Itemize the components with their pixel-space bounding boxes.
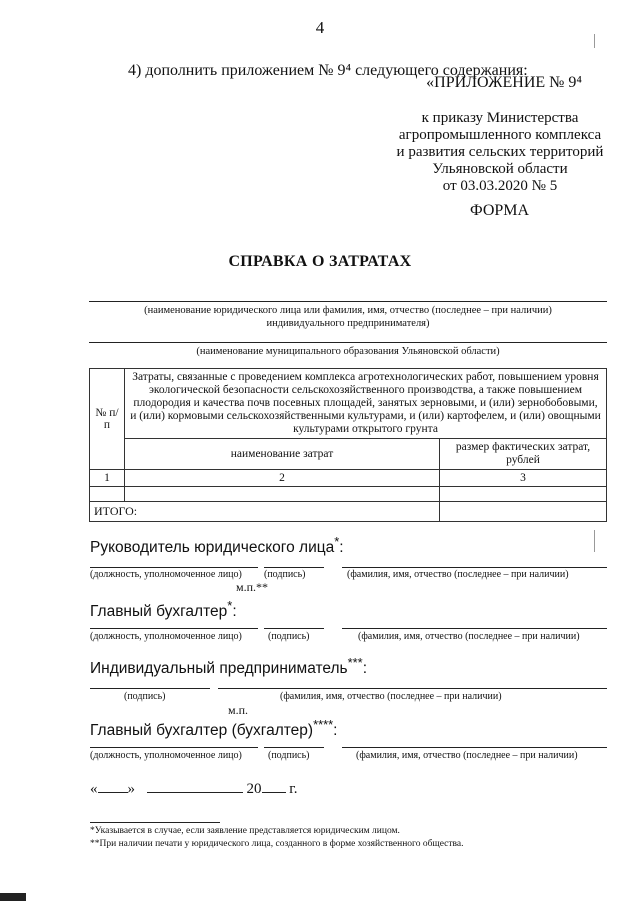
order-line: агропромышленного комплекса: [398, 127, 602, 143]
name-line: [342, 628, 607, 629]
order-line: и развития сельских территорий: [396, 144, 604, 160]
total-amount-cell[interactable]: [440, 502, 607, 522]
name-line: [342, 747, 607, 748]
order-line: к приказу Министерства: [421, 110, 579, 126]
col-amount-header: размер фактических затрат, рублей: [440, 439, 607, 470]
stamp-place: м.п.**: [236, 580, 269, 594]
year-suffix: г.: [289, 781, 298, 797]
signature-caption: (подпись): [264, 569, 306, 580]
scan-mark: [0, 893, 26, 901]
signature-line: [90, 688, 210, 689]
footnote-separator: [90, 822, 220, 823]
date-open-quote: «: [90, 781, 98, 797]
entrepreneur-title: Индивидуальный предприниматель***:: [90, 655, 368, 678]
month-field[interactable]: [147, 792, 243, 793]
footnote-mark: *: [334, 534, 340, 549]
municipality-caption: (наименование муниципального образования Ульяновской области): [196, 346, 500, 357]
amendment-intro: 4) дополнить приложением № 9⁴ следующего содержания:: [128, 62, 528, 79]
entity-name-line: [89, 301, 607, 302]
empty-cell[interactable]: [90, 487, 125, 502]
signature-caption: (подпись): [268, 631, 310, 642]
costs-table: [89, 368, 607, 522]
name-caption: (фамилия, имя, отчество (последнее – при наличии): [356, 750, 578, 761]
empty-cell[interactable]: [440, 487, 607, 502]
order-line: от 03.03.2020 № 5: [442, 178, 558, 194]
position-caption: (должность, уполномоченное лицо): [90, 631, 242, 642]
scan-mark: [594, 530, 595, 552]
name-caption: (фамилия, имя, отчество (последнее – при наличии): [347, 569, 569, 580]
signature-line: [264, 628, 324, 629]
chief-accountant-2-label: Главный бухгалтер (бухгалтер): [90, 722, 314, 740]
form-label: ФОРМА: [470, 202, 530, 219]
signature-caption: (подпись): [124, 691, 166, 702]
chief-accountant-title: Главный бухгалтер*:: [90, 598, 237, 621]
footnote-2: **При наличии печати у юридического лица, созданного в форме хозяйственного общества.: [90, 839, 464, 849]
year-field[interactable]: [262, 792, 286, 793]
name-line: [218, 688, 607, 689]
position-line: [90, 567, 258, 568]
order-reference: [390, 110, 610, 195]
empty-cell[interactable]: [125, 487, 440, 502]
date-close-quote: »: [127, 781, 135, 797]
day-field[interactable]: [98, 792, 128, 793]
entrepreneur-label: Индивидуальный предприниматель: [90, 660, 348, 678]
order-line: Ульяновской области: [432, 161, 568, 177]
name-caption: (фамилия, имя, отчество (последнее – при наличии): [280, 691, 502, 702]
head-signature-title: Руководитель юридического лица*:: [90, 534, 344, 557]
position-line: [90, 628, 258, 629]
col-name-header: наименование затрат: [125, 439, 440, 470]
page-number: 4: [315, 18, 325, 37]
total-label: ИТОГО:: [90, 502, 440, 522]
date-line: [90, 781, 297, 798]
col-number-header: № п/п: [90, 369, 125, 470]
name-caption: (фамилия, имя, отчество (последнее – при наличии): [358, 631, 580, 642]
index-cell: 3: [440, 470, 607, 487]
entity-caption: (наименование юридического лица или фамилия, имя, отчество (последнее – при наличии) индивидуального предпринимателя): [144, 305, 552, 329]
name-line: [342, 567, 607, 568]
chief-accountant-2-title: Главный бухгалтер (бухгалтер)****:: [90, 717, 338, 740]
footnote-mark: *: [227, 598, 233, 613]
signature-line: [264, 747, 324, 748]
costs-header: Затраты, связанные с проведением комплекса агротехнологических работ, повышением уровня экологической безопасности сельскохозяйственного производства, а также повышением плодородия и качества почв посевных площадей, занятых зерновыми, и (или) зернобобовыми, и (или) кормовыми сельскохозяйственными культурами, и (или) картофелем, и (или) овощными культурами открытого грунта: [125, 369, 607, 439]
index-cell: 2: [125, 470, 440, 487]
index-cell: 1: [90, 470, 125, 487]
head-title: Руководитель юридического лица: [90, 539, 335, 557]
footnote-mark: ***: [347, 655, 363, 670]
position-caption: (должность, уполномоченное лицо): [90, 750, 242, 761]
signature-caption: (подпись): [268, 750, 310, 761]
stamp-place: м.п.: [228, 703, 249, 717]
scan-mark: [594, 34, 595, 48]
appendix-title: «ПРИЛОЖЕНИЕ № 9⁴: [426, 74, 582, 91]
document-title: СПРАВКА О ЗАТРАТАХ: [228, 253, 412, 270]
position-line: [90, 747, 258, 748]
signature-line: [264, 567, 324, 568]
year-prefix: 20: [246, 781, 262, 797]
position-caption: (должность, уполномоченное лицо): [90, 569, 242, 580]
footnote-mark: ****: [313, 717, 334, 732]
footnote-1: *Указывается в случае, если заявление представляется юридическим лицом.: [90, 826, 400, 836]
chief-accountant-label: Главный бухгалтер: [90, 603, 228, 621]
municipality-line: [89, 342, 607, 343]
